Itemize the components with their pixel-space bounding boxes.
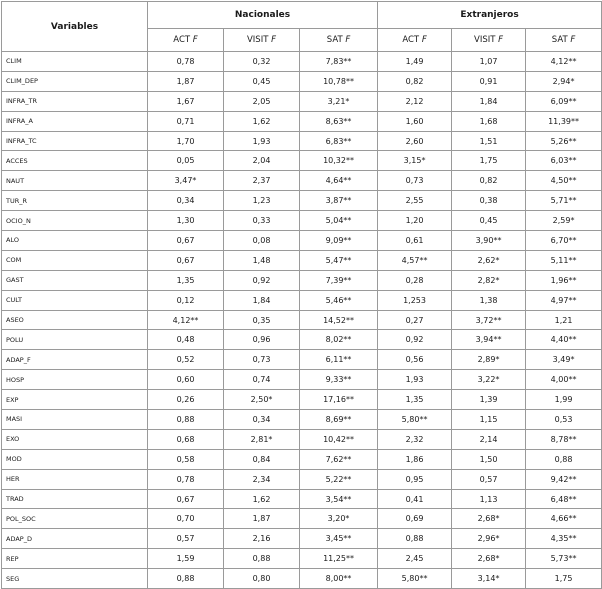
table-row (2, 370, 602, 390)
value-cell: 8,63** (300, 111, 378, 131)
value-cell: 3,94** (452, 330, 526, 350)
value-cell: 6,83** (300, 131, 378, 151)
value-cell: 0,27 (378, 310, 452, 330)
variable-cell: ASEO (2, 310, 148, 330)
value-cell: 2,34 (224, 469, 300, 489)
variable-cell: EXP (2, 390, 148, 410)
value-cell: 2,05 (224, 91, 300, 111)
table-row (2, 270, 602, 290)
col-header-stat: F (421, 35, 427, 45)
value-cell: 1,68 (452, 111, 526, 131)
value-cell: 2,16 (224, 529, 300, 549)
variable-cell: REP (2, 549, 148, 569)
table-row (2, 429, 602, 449)
value-cell: 0,60 (148, 370, 224, 390)
value-cell: 0,71 (148, 111, 224, 131)
value-cell: 1,96** (526, 270, 602, 290)
col-header (378, 29, 452, 52)
value-cell: 3,54** (300, 489, 378, 509)
value-cell: 1,87 (224, 509, 300, 529)
value-cell: 4,50** (526, 171, 602, 191)
value-cell: 2,14 (452, 429, 526, 449)
value-cell: 0,67 (148, 489, 224, 509)
value-cell: 4,66** (526, 509, 602, 529)
value-cell: 1,30 (148, 211, 224, 231)
value-cell: 1,35 (378, 390, 452, 410)
value-cell: 8,00** (300, 569, 378, 589)
table-row (2, 390, 602, 410)
value-cell: 0,38 (452, 191, 526, 211)
value-cell: 2,62* (452, 250, 526, 270)
value-cell: 17,16** (300, 390, 378, 410)
value-cell: 1,99 (526, 390, 602, 410)
value-cell: 0,57 (452, 469, 526, 489)
variable-cell: COM (2, 250, 148, 270)
variable-cell: ADAP_D (2, 529, 148, 549)
value-cell: 1,70 (148, 131, 224, 151)
value-cell: 0,08 (224, 231, 300, 251)
table-row (2, 71, 602, 91)
value-cell: 0,73 (378, 171, 452, 191)
variable-cell: ADAP_F (2, 350, 148, 370)
value-cell: 0,61 (378, 231, 452, 251)
value-cell: 10,78** (300, 71, 378, 91)
variable-cell: SEG (2, 569, 148, 589)
value-cell: 2,32 (378, 429, 452, 449)
value-cell: 9,33** (300, 370, 378, 390)
variable-cell: HOSP (2, 370, 148, 390)
table-row (2, 250, 602, 270)
value-cell: 2,45 (378, 549, 452, 569)
value-cell: 1,48 (224, 250, 300, 270)
variable-cell: ALO (2, 231, 148, 251)
value-cell: 0,82 (378, 71, 452, 91)
table-row (2, 310, 602, 330)
table-row (2, 131, 602, 151)
value-cell: 10,32** (300, 151, 378, 171)
value-cell: 1,59 (148, 549, 224, 569)
value-cell: 5,46** (300, 290, 378, 310)
value-cell: 4,12** (148, 310, 224, 330)
value-cell: 5,22** (300, 469, 378, 489)
value-cell: 0,34 (224, 410, 300, 430)
table-row (2, 211, 602, 231)
value-cell: 0,88 (148, 569, 224, 589)
value-cell: 3,47* (148, 171, 224, 191)
col-header-stat: F (570, 35, 576, 45)
value-cell: 4,40** (526, 330, 602, 350)
table-row (2, 469, 602, 489)
value-cell: 0,84 (224, 449, 300, 469)
table-row (2, 549, 602, 569)
group-header-extranjeros: Extranjeros (378, 2, 602, 29)
value-cell: 4,57** (378, 250, 452, 270)
table-row (2, 111, 602, 131)
value-cell: 5,80** (378, 410, 452, 430)
value-cell: 1,75 (452, 151, 526, 171)
value-cell: 1,75 (526, 569, 602, 589)
value-cell: 0,69 (378, 509, 452, 529)
value-cell: 4,35** (526, 529, 602, 549)
value-cell: 5,71** (526, 191, 602, 211)
value-cell: 1,67 (148, 91, 224, 111)
value-cell: 0,74 (224, 370, 300, 390)
value-cell: 1,93 (378, 370, 452, 390)
value-cell: 0,73 (224, 350, 300, 370)
value-cell: 3,21* (300, 91, 378, 111)
value-cell: 3,22* (452, 370, 526, 390)
value-cell: 8,02** (300, 330, 378, 350)
table-row (2, 410, 602, 430)
value-cell: 11,39** (526, 111, 602, 131)
value-cell: 1,21 (526, 310, 602, 330)
value-cell: 0,56 (378, 350, 452, 370)
variable-cell: INFRA_TC (2, 131, 148, 151)
value-cell: 0,05 (148, 151, 224, 171)
variable-cell: TUR_R (2, 191, 148, 211)
value-cell: 1,13 (452, 489, 526, 509)
value-cell: 0,70 (148, 509, 224, 529)
group-header-nacionales: Nacionales (148, 2, 378, 29)
value-cell: 0,52 (148, 350, 224, 370)
value-cell: 1,39 (452, 390, 526, 410)
variable-cell: MOD (2, 449, 148, 469)
value-cell: 0,78 (148, 52, 224, 72)
value-cell: 1,07 (452, 52, 526, 72)
table-row (2, 330, 602, 350)
value-cell: 11,25** (300, 549, 378, 569)
value-cell: 6,70** (526, 231, 602, 251)
col-header-stat: F (192, 35, 198, 45)
value-cell: 0,96 (224, 330, 300, 350)
table-row (2, 290, 602, 310)
variable-cell: CULT (2, 290, 148, 310)
value-cell: 1,86 (378, 449, 452, 469)
col-header-stat: F (498, 35, 504, 45)
value-cell: 0,35 (224, 310, 300, 330)
value-cell: 2,59* (526, 211, 602, 231)
value-cell: 4,97** (526, 290, 602, 310)
value-cell: 0,53 (526, 410, 602, 430)
value-cell: 0,88 (148, 410, 224, 430)
table-row (2, 91, 602, 111)
value-cell: 7,83** (300, 52, 378, 72)
value-cell: 1,87 (148, 71, 224, 91)
value-cell: 14,52** (300, 310, 378, 330)
value-cell: 5,04** (300, 211, 378, 231)
value-cell: 2,04 (224, 151, 300, 171)
value-cell: 2,89* (452, 350, 526, 370)
variable-cell: TRAD (2, 489, 148, 509)
value-cell: 3,49* (526, 350, 602, 370)
value-cell: 9,09** (300, 231, 378, 251)
col-header-name: VISIT (474, 35, 496, 45)
value-cell: 5,11** (526, 250, 602, 270)
value-cell: 0,32 (224, 52, 300, 72)
value-cell: 1,20 (378, 211, 452, 231)
value-cell: 0,67 (148, 231, 224, 251)
value-cell: 0,95 (378, 469, 452, 489)
col-header-name: SAT (326, 35, 343, 45)
table-body (2, 52, 602, 589)
variables-header: Variables (2, 2, 148, 52)
variable-cell: POL_SOC (2, 509, 148, 529)
value-cell: 0,91 (452, 71, 526, 91)
variable-cell: EXO (2, 429, 148, 449)
value-cell: 3,14* (452, 569, 526, 589)
value-cell: 6,03** (526, 151, 602, 171)
col-header-name: ACT (173, 35, 191, 45)
col-header (224, 29, 300, 52)
value-cell: 3,20* (300, 509, 378, 529)
value-cell: 0,58 (148, 449, 224, 469)
variable-cell: NAUT (2, 171, 148, 191)
value-cell: 0,45 (452, 211, 526, 231)
value-cell: 2,96* (452, 529, 526, 549)
value-cell: 0,12 (148, 290, 224, 310)
table-row (2, 529, 602, 549)
value-cell: 0,34 (148, 191, 224, 211)
value-cell: 0,88 (526, 449, 602, 469)
value-cell: 2,50* (224, 390, 300, 410)
variable-cell: OCIO_N (2, 211, 148, 231)
value-cell: 7,39** (300, 270, 378, 290)
table-row (2, 489, 602, 509)
value-cell: 0,57 (148, 529, 224, 549)
value-cell: 1,62 (224, 111, 300, 131)
value-cell: 2,55 (378, 191, 452, 211)
value-cell: 6,11** (300, 350, 378, 370)
col-header-stat: F (271, 35, 276, 45)
table-row (2, 350, 602, 370)
value-cell: 4,00** (526, 370, 602, 390)
value-cell: 6,09** (526, 91, 602, 111)
value-cell: 2,81* (224, 429, 300, 449)
col-header-stat: F (345, 35, 351, 45)
value-cell: 0,80 (224, 569, 300, 589)
table-row (2, 509, 602, 529)
variable-cell: CLIM (2, 52, 148, 72)
results-table (1, 1, 602, 589)
value-cell: 4,12** (526, 52, 602, 72)
value-cell: 10,42** (300, 429, 378, 449)
value-cell: 1,50 (452, 449, 526, 469)
value-cell: 3,87** (300, 191, 378, 211)
value-cell: 0,82 (452, 171, 526, 191)
value-cell: 1,35 (148, 270, 224, 290)
value-cell: 0,78 (148, 469, 224, 489)
value-cell: 2,60 (378, 131, 452, 151)
value-cell: 8,69** (300, 410, 378, 430)
value-cell: 2,12 (378, 91, 452, 111)
value-cell: 6,48** (526, 489, 602, 509)
value-cell: 0,68 (148, 429, 224, 449)
variable-cell: CLIM_DEP (2, 71, 148, 91)
col-header (452, 29, 526, 52)
value-cell: 9,42** (526, 469, 602, 489)
variable-cell: HER (2, 469, 148, 489)
value-cell: 5,26** (526, 131, 602, 151)
table-row (2, 151, 602, 171)
value-cell: 0,88 (378, 529, 452, 549)
variable-cell: MASI (2, 410, 148, 430)
value-cell: 3,15* (378, 151, 452, 171)
value-cell: 0,33 (224, 211, 300, 231)
value-cell: 3,72** (452, 310, 526, 330)
variable-cell: POLU (2, 330, 148, 350)
value-cell: 1,51 (452, 131, 526, 151)
value-cell: 5,80** (378, 569, 452, 589)
value-cell: 4,64** (300, 171, 378, 191)
value-cell: 8,78** (526, 429, 602, 449)
table-row (2, 52, 602, 72)
value-cell: 7,62** (300, 449, 378, 469)
value-cell: 0,92 (378, 330, 452, 350)
value-cell: 1,253 (378, 290, 452, 310)
value-cell: 0,41 (378, 489, 452, 509)
table-row (2, 191, 602, 211)
table-row (2, 449, 602, 469)
value-cell: 3,90** (452, 231, 526, 251)
col-header (526, 29, 602, 52)
value-cell: 1,15 (452, 410, 526, 430)
value-cell: 1,62 (224, 489, 300, 509)
value-cell: 1,38 (452, 290, 526, 310)
col-header-name: ACT (402, 35, 420, 45)
table-row (2, 231, 602, 251)
variable-cell: INFRA_A (2, 111, 148, 131)
value-cell: 1,49 (378, 52, 452, 72)
col-header-name: VISIT (246, 35, 269, 45)
col-header (148, 29, 224, 52)
value-cell: 1,84 (224, 290, 300, 310)
value-cell: 0,67 (148, 250, 224, 270)
value-cell: 1,93 (224, 131, 300, 151)
value-cell: 0,28 (378, 270, 452, 290)
variable-cell: ACCES (2, 151, 148, 171)
value-cell: 2,82* (452, 270, 526, 290)
col-header (300, 29, 378, 52)
value-cell: 0,92 (224, 270, 300, 290)
value-cell: 2,68* (452, 509, 526, 529)
value-cell: 2,37 (224, 171, 300, 191)
value-cell: 5,73** (526, 549, 602, 569)
value-cell: 2,94* (526, 71, 602, 91)
value-cell: 0,26 (148, 390, 224, 410)
value-cell: 5,47** (300, 250, 378, 270)
value-cell: 1,84 (452, 91, 526, 111)
value-cell: 0,48 (148, 330, 224, 350)
value-cell: 3,45** (300, 529, 378, 549)
value-cell: 1,23 (224, 191, 300, 211)
col-header-name: SAT (551, 35, 568, 45)
table-row (2, 171, 602, 191)
variable-cell: INFRA_TR (2, 91, 148, 111)
variable-cell: GAST (2, 270, 148, 290)
value-cell: 0,45 (224, 71, 300, 91)
value-cell: 1,60 (378, 111, 452, 131)
table-row (2, 569, 602, 589)
value-cell: 0,88 (224, 549, 300, 569)
value-cell: 2,68* (452, 549, 526, 569)
